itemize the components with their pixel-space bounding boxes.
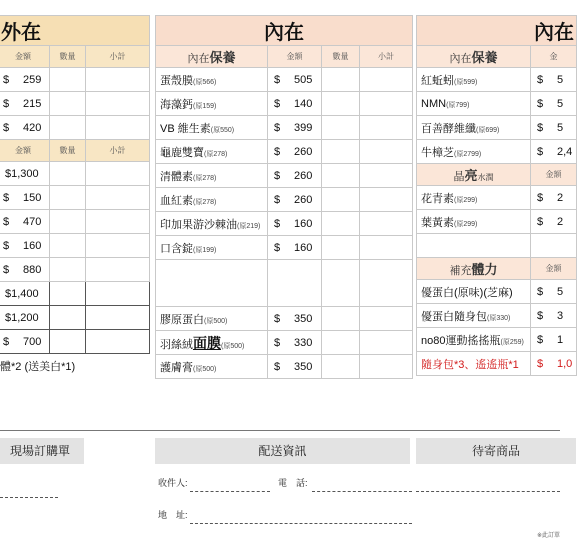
subtotal-cell[interactable] [360, 116, 413, 140]
onsite-order-header: 現場訂購單 [0, 438, 84, 464]
right-amount-header: 金 [531, 46, 577, 68]
table-row: 牛樟芝(原2799) $ 2,4 [417, 140, 577, 164]
subtotal-cell[interactable] [86, 330, 150, 354]
qty-cell[interactable] [50, 306, 86, 330]
table-row: $ 880 [0, 258, 150, 282]
middle-title: 內在 [156, 16, 413, 46]
right-sub-amount-header: 金額 [531, 164, 577, 186]
qty-cell[interactable] [50, 92, 86, 116]
qty-cell[interactable] [50, 210, 86, 234]
phone-label: 電 話: [278, 478, 308, 488]
table-row: no80運動搖搖瓶(原259) $ 1 [417, 328, 577, 352]
table-row: 紅蚯蚓(原599) $ 5 [417, 68, 577, 92]
table-row [417, 234, 577, 258]
table-row: 龜鹿雙寶(原278) $ 260 [156, 140, 413, 164]
right-order-table [416, 15, 577, 376]
right-category-header: 內在保養 [417, 46, 531, 68]
table-row: $ 470 [0, 210, 150, 234]
left-amount-header: 金額 [0, 140, 50, 162]
subtotal-cell[interactable] [86, 92, 150, 116]
qty-cell[interactable] [322, 236, 360, 260]
qty-cell[interactable] [50, 162, 86, 186]
subtotal-cell[interactable] [86, 306, 150, 330]
table-row: $ 160 [0, 234, 150, 258]
pending-field[interactable] [416, 491, 560, 492]
subtotal-cell[interactable] [360, 188, 413, 212]
table-row: 血紅素(原278) $ 260 [156, 188, 413, 212]
table-row: $ 259 [0, 68, 150, 92]
table-row: 護膚膏(原500) $ 350 [156, 355, 413, 379]
qty-cell[interactable] [322, 355, 360, 379]
subtotal-cell[interactable] [360, 140, 413, 164]
qty-cell[interactable] [322, 188, 360, 212]
qty-cell[interactable] [50, 282, 86, 306]
order-note: ※此訂單 [536, 533, 560, 539]
qty-cell[interactable] [322, 331, 360, 355]
table-row: 膠原蛋白(原500) $ 350 [156, 307, 413, 331]
table-row: 清體素(原278) $ 260 [156, 164, 413, 188]
table-row: $ 700 [0, 330, 150, 354]
table-row: $ 215 [0, 92, 150, 116]
table-row: 羽絲絨面膜(原500) $ 330 [156, 331, 413, 355]
subtotal-cell[interactable] [360, 92, 413, 116]
qty-cell[interactable] [322, 140, 360, 164]
table-row: 花青素(原299) $ 2 [417, 186, 577, 210]
delivery-info-header: 配送資訊 [155, 438, 410, 464]
table-row: 蛋殼膜(原566) $ 505 [156, 68, 413, 92]
subtotal-cell[interactable] [86, 116, 150, 140]
left-subtotal-header: 小計 [86, 46, 150, 68]
table-row: 優蛋白隨身包(原330) $ 3 [417, 304, 577, 328]
right-promo-text: 隨身包*3、遙遙瓶*1 [417, 352, 531, 376]
subtotal-cell[interactable] [360, 164, 413, 188]
left-amount-header: 金額 [0, 46, 50, 68]
table-row: 優蛋白(原味)(芝麻) $ 5 [417, 280, 577, 304]
address-field[interactable] [190, 523, 412, 524]
qty-cell[interactable] [50, 330, 86, 354]
subtotal-cell[interactable] [360, 331, 413, 355]
recipient-label: 收件人: [158, 478, 188, 488]
qty-cell[interactable] [50, 186, 86, 210]
left-qty-header: 數量 [50, 46, 86, 68]
qty-cell[interactable] [50, 116, 86, 140]
table-row: $ 150 [0, 186, 150, 210]
middle-order-table [155, 15, 413, 379]
table-row: 印加果游沙棘油(原219) $ 160 [156, 212, 413, 236]
qty-cell[interactable] [322, 116, 360, 140]
subtotal-cell[interactable] [86, 68, 150, 92]
left-subtotal-header: 小計 [86, 140, 150, 162]
subtotal-cell[interactable] [86, 282, 150, 306]
middle-qty-header: 數量 [322, 46, 360, 68]
table-row: 隨身包*3、遙遙瓶*1 $ 1,0 [417, 352, 577, 376]
table-row: $1,300 [0, 162, 150, 186]
subtotal-cell[interactable] [360, 212, 413, 236]
table-row: $1,200 [0, 306, 150, 330]
subtotal-cell[interactable] [360, 307, 413, 331]
phone-field[interactable] [312, 491, 412, 492]
left-title: 外在 [0, 16, 150, 46]
left-qty-header: 數量 [50, 140, 86, 162]
onsite-dash-line [0, 497, 58, 498]
table-row: $1,400 [0, 282, 150, 306]
table-row: 百善酵維纖(原699) $ 5 [417, 116, 577, 140]
table-row: NMN(原799) $ 5 [417, 92, 577, 116]
subtotal-cell[interactable] [86, 186, 150, 210]
subtotal-cell[interactable] [360, 355, 413, 379]
qty-cell[interactable] [322, 212, 360, 236]
right-title: 內在 [417, 16, 577, 46]
qty-cell[interactable] [50, 258, 86, 282]
middle-subtotal-header: 小計 [360, 46, 413, 68]
table-row: 海藻鈣(原159) $ 140 [156, 92, 413, 116]
right-subheader-energy: 補充體力 [417, 258, 531, 280]
qty-cell[interactable] [50, 234, 86, 258]
subtotal-cell[interactable] [86, 162, 150, 186]
qty-cell[interactable] [322, 92, 360, 116]
table-row: VB 維生素(原550) $ 399 [156, 116, 413, 140]
subtotal-cell[interactable] [86, 234, 150, 258]
table-row: 葉黃素(原299) $ 2 [417, 210, 577, 234]
right-sub-amount-header: 金額 [531, 258, 577, 280]
subtotal-cell[interactable] [360, 68, 413, 92]
qty-cell[interactable] [50, 68, 86, 92]
pending-items-header: 待寄商品 [416, 438, 576, 464]
table-row: 口含錠(原199) $ 160 [156, 236, 413, 260]
subtotal-cell[interactable] [86, 258, 150, 282]
section-divider [0, 430, 560, 431]
address-label: 地 址: [158, 510, 188, 520]
left-order-table [0, 15, 150, 354]
table-row [156, 260, 413, 307]
qty-cell[interactable] [322, 307, 360, 331]
table-row: $ 420 [0, 116, 150, 140]
subtotal-cell[interactable] [86, 210, 150, 234]
subtotal-cell[interactable] [360, 236, 413, 260]
qty-cell[interactable] [322, 68, 360, 92]
middle-amount-header: 金額 [268, 46, 322, 68]
middle-category-header: 內在保養 [156, 46, 268, 68]
left-promo-text: 體*2 (送美白*1) [0, 361, 76, 373]
qty-cell[interactable] [322, 164, 360, 188]
right-subheader-glow: 晶亮水潤 [417, 164, 531, 186]
recipient-field[interactable] [190, 491, 270, 492]
